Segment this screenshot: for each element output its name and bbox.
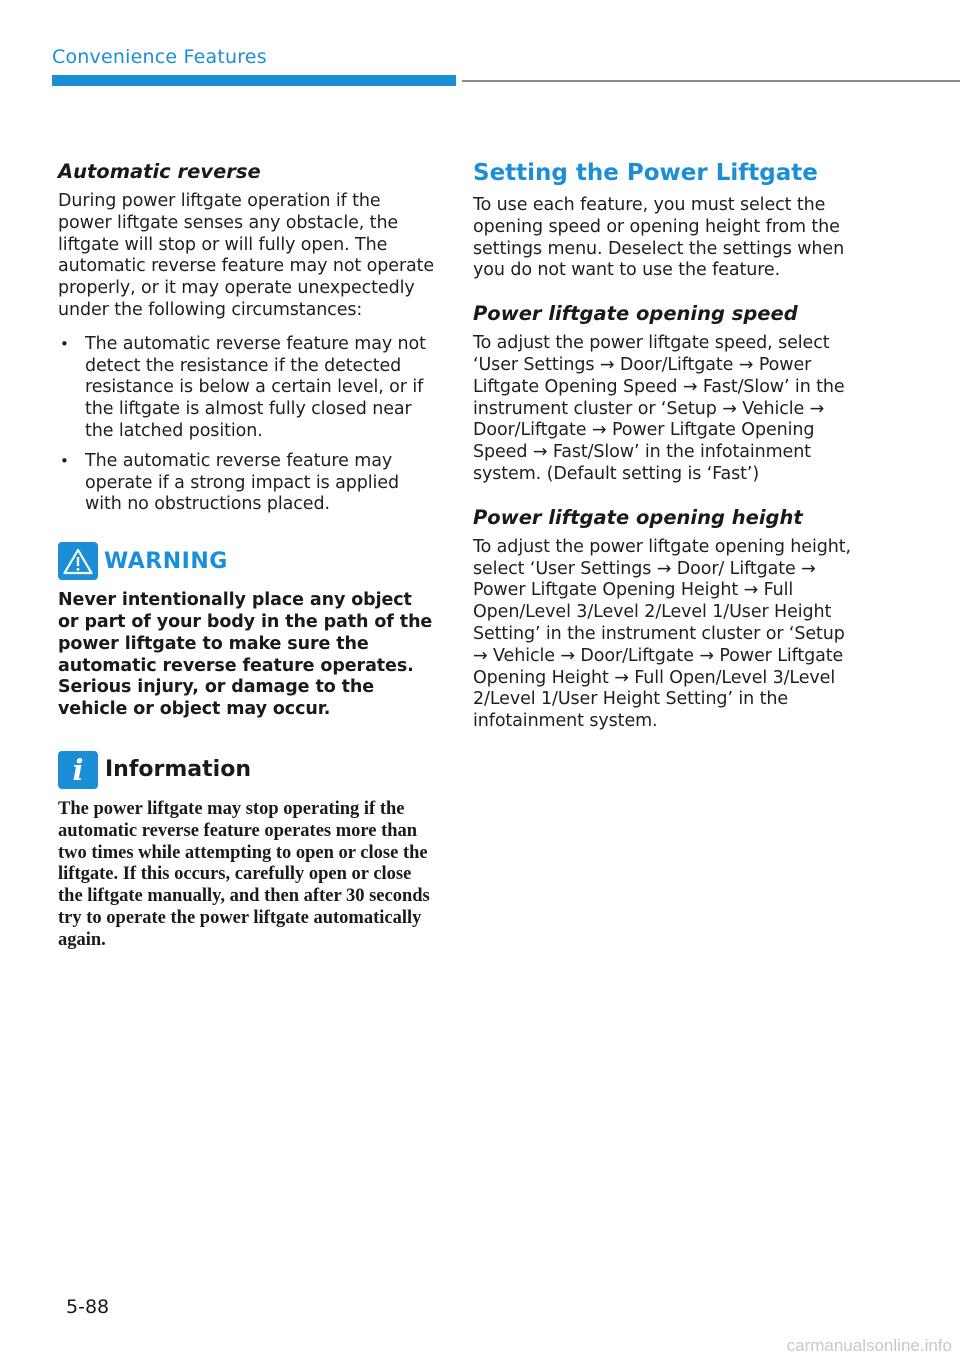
opening-speed-heading: Power liftgate opening speed	[473, 302, 798, 326]
watermark: carmanualsonline.info	[786, 1336, 952, 1355]
automatic-reverse-paragraph: During power liftgate operation if the power liftgate senses any obstacle, the liftgate will stop or will fully open. The automatic reverse feature may not operate properly, or it may operate unexpectedly under the following circumstances:	[58, 191, 435, 320]
left-column	[58, 160, 436, 952]
warning-triangle-icon	[58, 542, 98, 580]
list-item-text: The automatic reverse feature may not detect the resistance if the detected resistance is below a certain level, or if the liftgate is almost fully closed near the latched position.	[85, 333, 426, 441]
setting-power-liftgate-heading: Setting the Power Liftgate	[473, 160, 818, 186]
header-rule-accent	[52, 75, 456, 86]
warning-text: Never intentionally place any object or part of your body in the path of the power liftgate to make sure the automatic reverse feature operates. Serious injury, or damage to the vehicle or object may occur.	[58, 590, 433, 720]
setting-intro-paragraph: To use each feature, you must select the opening speed or opening height from the settings menu. Deselect the settings when you do not want to use the feature.	[473, 195, 845, 281]
information-text: The power liftgate may stop operating if the automatic reverse feature operates more than two times while attempting to open or close the liftgate. If this occurs, carefully open or close the liftgate manually, and then after 30 seconds try to operate the power liftgate automatically again.	[58, 798, 430, 950]
automatic-reverse-heading: Automatic reverse	[58, 160, 261, 183]
opening-speed-paragraph: To adjust the power liftgate speed, select ‘User Settings → Door/Liftgate → Power Liftgate Opening Speed → Fast/Slow’ in the instrument cluster or ‘Setup → Vehicle → Door/Liftgate → Power Liftgate Opening Speed → Fast/Slow’ in the infotainment system. (Default setting is ‘Fast’)	[473, 333, 845, 484]
info-icon: i	[58, 751, 98, 789]
opening-height-heading: Power liftgate opening height	[473, 505, 803, 529]
header-title: Convenience Features	[52, 46, 267, 68]
circumstances-list	[58, 334, 436, 516]
list-item	[58, 334, 436, 443]
opening-height-paragraph: To adjust the power liftgate opening height, select ‘User Settings → Door/ Liftgate → Power Liftgate Opening Height → Full Open/Level 3/Level 2/Level 1/User Height Setting’ in the instrument cluster or ‘Setup → Vehicle → Door/Liftgate → Power Liftgate Opening Height → Full Open/Level 3/Level 2/Level 1/User Height Setting’ in the infotainment system.	[473, 536, 851, 732]
information-header	[58, 751, 436, 789]
header-rule	[462, 80, 960, 82]
list-item-text: The automatic reverse feature may operate if a strong impact is applied with no obstructions placed.	[85, 450, 399, 515]
bullet-icon: •	[60, 451, 69, 470]
page-number: 5-88	[66, 1296, 110, 1318]
warning-header	[58, 542, 436, 580]
information-label: Information	[105, 757, 251, 783]
list-item	[58, 451, 436, 516]
bullet-icon: •	[60, 334, 69, 353]
warning-label: WARNING	[104, 548, 228, 574]
right-column	[473, 160, 863, 745]
